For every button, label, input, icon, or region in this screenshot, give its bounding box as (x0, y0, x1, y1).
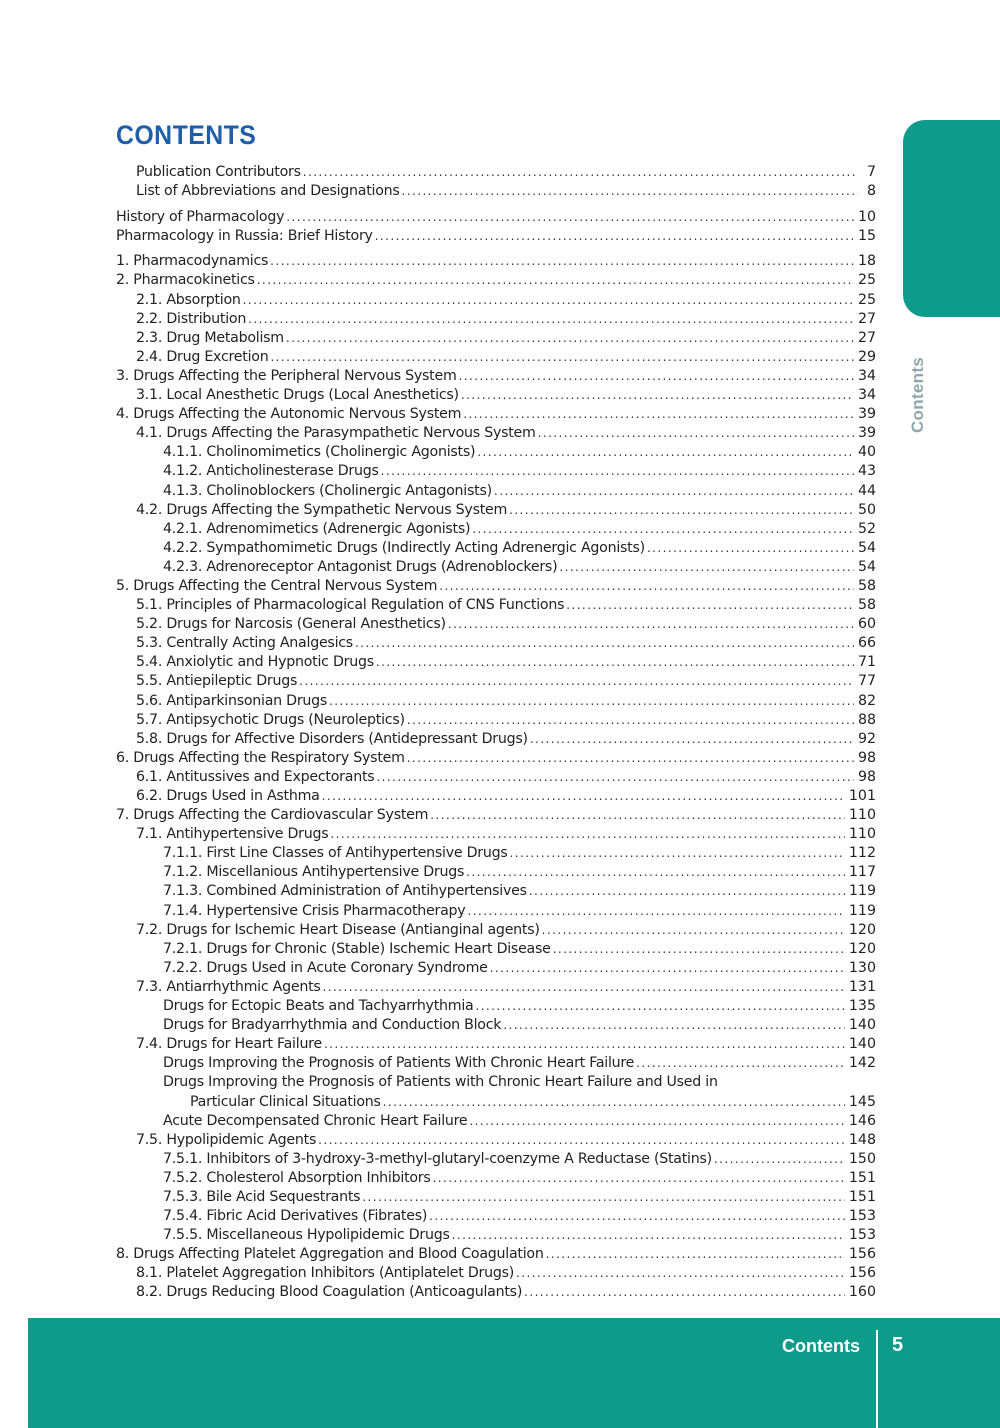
toc-entry-title: Drugs for Bradyarrhythmia and Conduction Block (163, 1017, 502, 1034)
toc-entry-page: 25 (857, 272, 876, 289)
toc-entry[interactable] (116, 1188, 876, 1207)
toc-dot-leader (362, 1188, 845, 1207)
toc-entry-title: Pharmacology in Russia: Brief History (116, 227, 373, 244)
toc-entry[interactable] (116, 653, 876, 672)
toc-dot-leader (383, 1093, 845, 1112)
toc-entry-title: 7.1. Antihypertensive Drugs (136, 826, 329, 843)
toc-entry-page: 156 (848, 1265, 876, 1282)
toc-entry[interactable] (116, 596, 876, 615)
toc-dot-leader (243, 291, 854, 310)
toc-entry-title: 4.1.2. Anticholinesterase Drugs (163, 463, 379, 480)
page-title: CONTENTS (116, 120, 257, 150)
toc-entry-page: 58 (857, 577, 876, 594)
toc-entry[interactable] (116, 1207, 876, 1226)
toc-entry-title: 7.1.4. Hypertensive Crisis Pharmacotherapy (163, 902, 466, 919)
toc-entry[interactable] (116, 577, 876, 596)
toc-entry-title: 5.2. Drugs for Narcosis (General Anesthetics) (136, 616, 446, 633)
toc-entry-page: 77 (857, 673, 876, 690)
toc-entry-page: 98 (857, 749, 876, 766)
toc-entry[interactable] (116, 310, 876, 329)
toc-entry-page: 7 (866, 164, 876, 180)
toc-entry-title: 5.1. Principles of Pharmacological Regulation of CNS Functions (136, 597, 565, 614)
toc-entry-page: 27 (857, 310, 876, 327)
toc-entry-page: 119 (848, 883, 876, 900)
toc-dot-leader (402, 182, 858, 201)
toc-entry-title: 5.5. Antiepileptic Drugs (136, 673, 298, 690)
toc-dot-leader (318, 1131, 845, 1150)
toc-entry-title: 7.1.2. Miscellanious Antihypertensive Drugs (163, 864, 465, 881)
toc-entry-page: 29 (857, 348, 876, 365)
toc-entry-title: 8.2. Drugs Reducing Blood Coagulation (Anticoagulants) (136, 1284, 523, 1301)
toc-entry-title: Drugs Improving the Prognosis of Patients with Chronic Heart Failure and Used in (163, 1074, 718, 1091)
toc-entry-page: 146 (848, 1112, 876, 1129)
toc-entry[interactable] (116, 182, 876, 201)
toc-entry-page: 120 (848, 940, 876, 957)
toc-dot-leader (559, 558, 854, 577)
toc-dot-leader (430, 806, 845, 825)
toc-entry-page: 153 (848, 1227, 876, 1244)
toc-entry-page: 15 (857, 227, 876, 244)
footer-divider (876, 1330, 878, 1428)
toc-entry-title: 4.1.3. Cholinoblockers (Cholinergic Antagonists) (163, 482, 492, 499)
side-section-label-text: Contents (908, 356, 927, 434)
toc-entry[interactable] (116, 271, 876, 290)
toc-dot-leader (472, 520, 854, 539)
toc-entry-page: 66 (857, 635, 876, 652)
toc-dot-leader (477, 443, 854, 462)
toc-entry-title: 7.5.5. Miscellaneous Hypolipidemic Drugs (163, 1227, 450, 1244)
toc-entry-page: 110 (848, 807, 876, 824)
toc-entry[interactable] (116, 291, 876, 310)
toc-entry[interactable] (116, 1226, 876, 1245)
toc-entry[interactable] (116, 768, 876, 787)
toc-entry-title: 5. Drugs Affecting the Central Nervous System (116, 577, 438, 594)
toc-entry[interactable] (116, 1073, 876, 1092)
toc-entry[interactable] (116, 1150, 876, 1169)
toc-entry-page: 101 (848, 788, 876, 804)
toc-entry-title: Drugs Improving the Prognosis of Patients With Chronic Heart Failure (163, 1055, 635, 1072)
section-tab (903, 120, 1000, 317)
toc-entry-title: 4.1. Drugs Affecting the Parasympathetic Nervous System (136, 425, 536, 442)
toc-dot-leader (257, 271, 854, 290)
toc-entry-title: 7.1.3. Combined Administration of Antihypertensives (163, 883, 527, 900)
toc-entry[interactable] (116, 730, 876, 749)
toc-entry[interactable] (116, 520, 876, 539)
toc-entry-page: 44 (857, 482, 876, 499)
toc-entry[interactable] (116, 386, 876, 405)
toc-dot-leader (503, 1016, 845, 1035)
toc-entry-page: 140 (848, 1036, 876, 1053)
toc-dot-leader (529, 882, 845, 901)
toc-entry-title: 7.2. Drugs for Ischemic Heart Disease (Antianginal agents) (136, 921, 540, 938)
toc-dot-leader (329, 692, 854, 711)
toc-entry-title: 3.1. Local Anesthetic Drugs (Local Anesthetics) (136, 387, 459, 404)
toc-entry-page: 131 (848, 978, 876, 995)
toc-entry-page: 119 (848, 902, 876, 919)
toc-entry[interactable] (116, 1283, 876, 1302)
footer-page-number: 5 (892, 1334, 904, 1356)
toc-entry[interactable] (116, 405, 876, 424)
toc-entry-page: 82 (857, 692, 876, 709)
toc-entry-title: 8.1. Platelet Aggregation Inhibitors (Antiplatelet Drugs) (136, 1265, 515, 1282)
toc-entry-page: 151 (848, 1188, 876, 1205)
toc-dot-leader (270, 252, 854, 271)
toc-dot-leader (448, 615, 854, 634)
toc-entry-title: History of Pharmacology (116, 208, 285, 225)
toc-entry-title: 7. Drugs Affecting the Cardiovascular System (116, 807, 429, 824)
toc-entry-page: 39 (857, 406, 876, 423)
toc-dot-leader (714, 1150, 845, 1169)
side-section-label (900, 350, 936, 440)
toc-entry-title: 6.2. Drugs Used in Asthma (136, 788, 320, 804)
toc-dot-leader (530, 730, 854, 749)
toc-dot-leader (322, 787, 845, 806)
toc-entry-page: 142 (848, 1055, 876, 1072)
toc-entry-page: 43 (857, 463, 876, 480)
toc-dot-leader (429, 1207, 845, 1226)
toc-entry-page: 135 (848, 998, 876, 1015)
toc-dot-leader (553, 940, 845, 959)
toc-dot-leader (330, 825, 845, 844)
toc-entry[interactable] (116, 1035, 876, 1054)
toc-entry[interactable] (116, 902, 876, 921)
toc-dot-leader (509, 501, 854, 520)
toc-entry-page: 18 (857, 253, 876, 270)
toc-entry-page: 148 (848, 1131, 876, 1148)
toc-entry-title: List of Abbreviations and Designations (136, 183, 400, 200)
toc-entry[interactable] (116, 539, 876, 558)
toc-dot-leader (494, 482, 854, 501)
toc-entry-title: 1. Pharmacodynamics (116, 253, 269, 270)
toc-entry[interactable] (116, 825, 876, 844)
toc-dot-leader (323, 978, 845, 997)
toc-entry[interactable] (116, 634, 876, 653)
toc-entry-page: 130 (848, 959, 876, 976)
toc-entry-page: 153 (848, 1208, 876, 1225)
toc-entry[interactable] (116, 501, 876, 520)
toc-entry-page: 54 (857, 558, 876, 575)
toc-entry-title: Particular Clinical Situations (190, 1093, 381, 1110)
toc-entry-title: 5.3. Centrally Acting Analgesics (136, 635, 353, 652)
toc-entry-title: 4.2. Drugs Affecting the Sympathetic Nervous System (136, 501, 508, 518)
toc-entry[interactable] (116, 1264, 876, 1283)
toc-entry-title: 6.1. Antitussives and Expectorants (136, 768, 375, 785)
toc-entry-page: 98 (857, 768, 876, 785)
toc-entry-title: 7.5.1. Inhibitors of 3-hydroxy-3-methyl-glutaryl-coenzyme A Reductase (Statins) (163, 1150, 712, 1167)
toc-dot-leader (407, 749, 854, 768)
toc-entry-title: 7.5. Hypolipidemic Agents (136, 1131, 317, 1148)
toc-entry[interactable] (116, 978, 876, 997)
toc-entry[interactable] (116, 329, 876, 348)
toc-entry[interactable] (116, 208, 876, 227)
toc-entry-page: 39 (857, 425, 876, 442)
toc-entry[interactable] (116, 863, 876, 882)
toc-entry-page: 40 (857, 444, 876, 461)
toc-entry[interactable] (116, 615, 876, 634)
toc-entry[interactable] (116, 443, 876, 462)
toc-entry-page: 71 (857, 654, 876, 671)
toc-entry-title: 7.1.1. First Line Classes of Antihypertensive Drugs (163, 845, 508, 862)
toc-entry-title: 4.1.1. Cholinomimetics (Cholinergic Agonists) (163, 444, 476, 461)
toc-entry[interactable] (116, 1054, 876, 1073)
toc-entry[interactable] (116, 692, 876, 711)
toc-entry[interactable] (116, 844, 876, 863)
toc-entry-page: 140 (848, 1017, 876, 1034)
toc-entry-page: 8 (866, 183, 876, 200)
toc-entry[interactable] (116, 482, 876, 501)
toc-entry-title: 2.3. Drug Metabolism (136, 329, 284, 346)
toc-entry[interactable] (116, 1131, 876, 1150)
toc-entry[interactable] (116, 997, 876, 1016)
toc-entry-page: 150 (848, 1150, 876, 1167)
toc-entry[interactable] (116, 1169, 876, 1188)
toc-dot-leader (516, 1264, 845, 1283)
toc-entry-title: 2.1. Absorption (136, 291, 241, 308)
toc-dot-leader (647, 539, 854, 558)
toc-dot-leader (376, 768, 854, 787)
toc-entry-page: 117 (848, 864, 876, 881)
toc-entry-title: 7.2.2. Drugs Used in Acute Coronary Syndrome (163, 959, 488, 976)
toc-dot-leader (524, 1283, 845, 1302)
toc-entry[interactable] (116, 163, 876, 182)
table-of-contents (116, 163, 876, 1303)
toc-entry[interactable] (116, 959, 876, 978)
toc-entry-title: 7.3. Antiarrhythmic Agents (136, 978, 321, 995)
toc-dot-leader (439, 577, 854, 596)
toc-entry-page: 151 (848, 1169, 876, 1186)
toc-entry-page: 34 (857, 387, 876, 404)
toc-dot-leader (303, 163, 858, 182)
toc-entry[interactable] (116, 227, 876, 246)
toc-dot-leader (546, 1245, 845, 1264)
toc-entry[interactable] (116, 348, 876, 367)
toc-entry[interactable] (116, 558, 876, 577)
toc-dot-leader (463, 405, 854, 424)
toc-entry[interactable] (116, 749, 876, 768)
toc-entry-page: 112 (848, 845, 876, 862)
toc-entry[interactable] (116, 940, 876, 959)
page-footer (28, 1318, 1000, 1428)
toc-dot-leader (467, 902, 844, 921)
toc-entry[interactable] (116, 1112, 876, 1131)
toc-dot-leader (324, 1035, 845, 1054)
toc-dot-leader (566, 596, 854, 615)
toc-entry-page: 54 (857, 539, 876, 556)
toc-dot-leader (286, 329, 854, 348)
toc-entry[interactable] (116, 787, 876, 806)
toc-entry-page: 25 (857, 291, 876, 308)
toc-entry-title: 2.4. Drug Excretion (136, 348, 269, 365)
toc-dot-leader (469, 1112, 845, 1131)
toc-dot-leader (286, 208, 854, 227)
toc-entry-page: 27 (857, 329, 876, 346)
toc-dot-leader (355, 634, 854, 653)
toc-entry-page: 50 (857, 501, 876, 518)
toc-entry[interactable] (116, 252, 876, 271)
toc-entry-title: Publication Contributors (136, 164, 301, 180)
toc-entry-title: 4. Drugs Affecting the Autonomic Nervous System (116, 406, 462, 423)
toc-entry-page: 34 (857, 367, 876, 384)
toc-dot-leader (538, 424, 854, 443)
toc-dot-leader (636, 1054, 845, 1073)
toc-dot-leader (376, 653, 854, 672)
toc-dot-leader (270, 348, 854, 367)
toc-dot-leader (433, 1169, 845, 1188)
toc-entry-page: 110 (848, 826, 876, 843)
toc-entry-title: 3. Drugs Affecting the Peripheral Nervous System (116, 367, 457, 384)
toc-entry-page: 10 (857, 208, 876, 225)
toc-dot-leader (461, 386, 854, 405)
toc-entry-title: 7.2.1. Drugs for Chronic (Stable) Ischemic Heart Disease (163, 940, 551, 957)
toc-dot-leader (375, 227, 854, 246)
toc-entry-title: 2. Pharmacokinetics (116, 272, 255, 289)
toc-entry-title: 7.5.4. Fibric Acid Derivatives (Fibrates) (163, 1208, 428, 1225)
toc-entry[interactable] (116, 1016, 876, 1035)
toc-entry-page: 88 (857, 711, 876, 728)
toc-entry-title: 2.2. Distribution (136, 310, 247, 327)
toc-entry-title: 7.5.2. Cholesterol Absorption Inhibitors (163, 1169, 431, 1186)
toc-dot-leader (466, 863, 845, 882)
toc-entry[interactable] (116, 367, 876, 386)
toc-entry-title: Acute Decompensated Chronic Heart Failure (163, 1112, 468, 1129)
toc-dot-leader (299, 672, 854, 691)
toc-entry[interactable] (116, 882, 876, 901)
toc-dot-leader (452, 1226, 845, 1245)
toc-entry[interactable] (116, 806, 876, 825)
footer-label: Contents (782, 1336, 860, 1356)
toc-entry-title: 4.2.2. Sympathomimetic Drugs (Indirectly Acting Adrenergic Agonists) (163, 539, 645, 556)
toc-entry[interactable] (116, 672, 876, 691)
toc-entry[interactable] (116, 711, 876, 730)
toc-entry-page: 156 (848, 1246, 876, 1263)
toc-dot-leader (248, 310, 854, 329)
toc-dot-leader (381, 462, 854, 481)
toc-dot-leader (542, 921, 845, 940)
toc-entry-title: 8. Drugs Affecting Platelet Aggregation and Blood Coagulation (116, 1246, 544, 1263)
toc-entry-title: 5.4. Anxiolytic and Hypnotic Drugs (136, 654, 374, 671)
toc-entry[interactable] (116, 921, 876, 940)
toc-entry-page: 145 (848, 1093, 876, 1110)
toc-entry-page: 92 (857, 730, 876, 747)
toc-entry[interactable] (116, 1245, 876, 1264)
toc-dot-leader (490, 959, 845, 978)
toc-entry[interactable] (116, 424, 876, 443)
toc-entry-title: 5.8. Drugs for Affective Disorders (Antidepressant Drugs) (136, 730, 528, 747)
toc-dot-leader (459, 367, 854, 386)
toc-entry-page: 58 (857, 597, 876, 614)
toc-entry-title: 4.2.1. Adrenomimetics (Adrenergic Agonists) (163, 520, 471, 537)
toc-dot-leader (475, 997, 844, 1016)
toc-entry-page: 120 (848, 921, 876, 938)
toc-dot-leader (510, 844, 845, 863)
toc-entry-page: 160 (848, 1284, 876, 1301)
toc-entry-page: 60 (857, 616, 876, 633)
toc-entry-title: 5.6. Antiparkinsonian Drugs (136, 692, 328, 709)
toc-entry-title: 5.7. Antipsychotic Drugs (Neuroleptics) (136, 711, 405, 728)
toc-entry-page: 52 (857, 520, 876, 537)
toc-entry-title: 7.4. Drugs for Heart Failure (136, 1036, 322, 1053)
toc-entry[interactable] (116, 462, 876, 481)
toc-entry-title: 7.5.3. Bile Acid Sequestrants (163, 1188, 361, 1205)
toc-entry-title: 6. Drugs Affecting the Respiratory System (116, 749, 405, 766)
toc-entry[interactable] (116, 1093, 876, 1112)
toc-entry-title: Drugs for Ectopic Beats and Tachyarrhythmia (163, 998, 474, 1015)
toc-dot-leader (407, 711, 854, 730)
toc-entry-title: 4.2.3. Adrenoreceptor Antagonist Drugs (Adrenoblockers) (163, 558, 558, 575)
